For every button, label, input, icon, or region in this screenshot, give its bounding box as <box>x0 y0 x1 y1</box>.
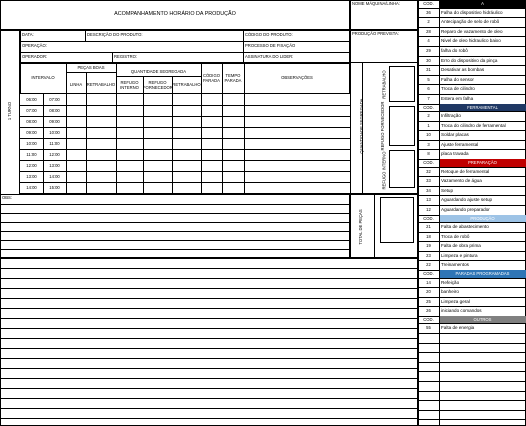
code-description: Erro do dispositivo da pinça <box>441 57 498 63</box>
interval-end: 08:00 <box>49 108 60 113</box>
interval-start: 06:00 <box>26 97 37 102</box>
code-number: 20 <box>426 289 431 295</box>
code-number: 32 <box>426 168 431 174</box>
section-band: PARADAS PROGRAMADAS <box>439 270 526 278</box>
cod-label: COD. <box>423 316 434 322</box>
code-number: 14 <box>426 279 431 285</box>
interval-end: 11:00 <box>49 141 60 146</box>
observations-header: OBSERVAÇÕES <box>281 75 313 80</box>
internal-scrap-box[interactable] <box>389 150 415 188</box>
line-header: LINHA <box>69 82 83 87</box>
code-description: Troca do cilindro de ferramental <box>441 122 506 128</box>
product-code-field[interactable]: CÓDIGO DO PRODUTO: <box>245 32 293 37</box>
code-description: Falta de obra prima <box>441 243 481 249</box>
total-parts-box[interactable] <box>380 197 414 243</box>
page-title: ACOMPANHAMENTO HORÁRIO DA PRODUÇÃO <box>114 11 236 17</box>
code-number: 22 <box>426 262 431 268</box>
code-number: 12 <box>426 206 431 212</box>
cod-label: COD. <box>423 104 434 110</box>
code-description: Antecipação de selo de robô <box>441 19 500 25</box>
code-number: 1 <box>427 122 430 128</box>
code-description: Treinamentos <box>441 262 469 268</box>
code-number: 28 <box>426 28 431 34</box>
registration-field[interactable]: REGISTRO: <box>114 54 138 59</box>
code-description: Desativar as bombas <box>441 67 485 73</box>
code-description: Troca de robô <box>441 233 470 239</box>
stop-time-header: TEMPO PARADA <box>224 73 242 84</box>
segregated-qty-header: QUANTIDADE SEGREGADA <box>130 69 187 74</box>
machine-label: NOME MÁQUINA/LINHA: <box>352 1 400 6</box>
code-number: 36 <box>426 9 431 15</box>
code-description: Aguardando ajuste setup <box>441 197 493 203</box>
cod-label: COD. <box>423 271 434 276</box>
code-number: 31 <box>426 67 431 73</box>
code-description: placa travada <box>441 151 469 157</box>
rework-header: RETRABALHO <box>86 82 116 87</box>
rework-box[interactable] <box>389 66 415 102</box>
code-number: 2 <box>427 113 430 118</box>
total-parts-label: TOTAL DE PEÇAS <box>358 209 363 245</box>
interval-end: 09:00 <box>49 119 60 124</box>
interval-end: 15:00 <box>49 185 60 190</box>
code-description: banheiro <box>441 289 459 295</box>
code-description: Limpeza e pintura <box>441 252 478 258</box>
code-description: Falta de energia <box>441 325 475 331</box>
code-description: Falta de abastecimento <box>441 224 489 229</box>
code-description: Vazamento de água <box>441 178 482 184</box>
code-number: 29 <box>426 47 431 53</box>
code-description: Aguardando preparador <box>441 206 490 212</box>
cod-label: COD. <box>423 1 434 6</box>
interval-start: 09:00 <box>26 130 37 135</box>
interval-start: 11:00 <box>26 152 37 157</box>
code-number: 10 <box>426 132 431 138</box>
interval-start: 14:00 <box>26 185 37 190</box>
code-number: 7 <box>427 95 430 101</box>
internal-scrap-label: REFUGO INTERNO <box>381 151 387 190</box>
operator-field[interactable]: OPERADOR: <box>22 54 48 59</box>
bottom-area <box>0 258 418 426</box>
code-number: 5 <box>427 76 430 82</box>
code-number: 3 <box>427 141 430 147</box>
rework2-header: RETRABALHO <box>172 82 201 87</box>
section-band: PREPARAÇÃO <box>439 159 526 167</box>
interval-end: 14:00 <box>49 174 60 179</box>
code-description: Limpeza geral <box>441 298 470 304</box>
interval-start: 10:00 <box>26 141 37 146</box>
shift-label: 1 TURNO <box>7 101 12 121</box>
leader-signature-field[interactable]: ASSINATURA DO LIDER: <box>245 54 294 59</box>
stop-code-header: CÓDIGO PARADA <box>203 73 220 84</box>
code-number: 34 <box>426 187 431 193</box>
fixing-process-field[interactable]: PROCESSO DE FIXAÇÃO <box>245 43 296 48</box>
code-description: Nivel de oleo hidraulico baixo <box>441 38 501 44</box>
date-field[interactable]: DATA: <box>22 32 34 37</box>
code-number: 6 <box>427 86 430 92</box>
code-description: Reparo de vazamento de oleo <box>441 28 503 34</box>
code-description: iniciando comandos <box>441 308 482 314</box>
interval-start: 08:00 <box>26 119 37 124</box>
code-number: 4 <box>427 38 430 44</box>
code-number: 33 <box>426 178 431 184</box>
good-parts-header: PEÇAS BOAS <box>77 65 105 70</box>
interval-end: 13:00 <box>49 163 60 168</box>
supplier-scrap-header: REFUGO FORNECEDOR <box>143 80 173 91</box>
code-number: 26 <box>426 308 431 314</box>
cod-label: COD. <box>423 160 434 165</box>
section-band: PRODUÇÃO <box>439 215 526 223</box>
section-band: OUTROS <box>439 316 526 324</box>
code-number: 2 <box>427 19 430 25</box>
code-description: Troca de cilindro <box>441 86 475 92</box>
code-number: 13 <box>426 197 431 203</box>
cod-label: COD. <box>423 215 434 221</box>
section-band: A <box>439 0 526 8</box>
interval-end: 07:00 <box>49 97 60 102</box>
supplier-scrap-label: REFUGO FORNECEDOR <box>380 101 385 151</box>
operation-field[interactable]: OPERAÇÃO: <box>22 43 47 48</box>
forecast-label: PRODUÇÃO PREVISTA: <box>352 31 399 36</box>
code-description: Falha do dispositivo hidráulico <box>441 9 503 15</box>
code-description: Infiltração <box>441 113 461 118</box>
code-description: Estera em falha <box>441 95 474 101</box>
product-description-field[interactable]: DESCRIÇÃO DO PRODUTO: <box>87 32 143 37</box>
segregated-qty-label: QUANTIDADE SEGREGADA <box>359 98 364 154</box>
code-number: 18 <box>426 233 431 239</box>
interval-start: 07:00 <box>26 108 37 113</box>
obs-label: OBS: <box>2 195 13 200</box>
code-description: Soldar placas <box>441 132 469 138</box>
code-number: 21 <box>426 224 431 229</box>
section-band: FERRAMENTAL <box>439 104 526 112</box>
code-number: 25 <box>426 298 431 304</box>
code-description: Falha do sensor <box>441 76 474 82</box>
supplier-scrap-box[interactable] <box>389 106 415 146</box>
interval-end: 12:00 <box>49 152 60 157</box>
code-description: Retoque de ferramental <box>441 168 490 174</box>
code-number: 55 <box>426 325 431 331</box>
info-box <box>20 30 350 63</box>
code-description: Ajuste ferramental <box>441 141 479 147</box>
internal-scrap-header: REFUGO INTERNO <box>120 80 139 91</box>
code-number: 30 <box>426 57 431 63</box>
interval-start: 13:00 <box>26 174 37 179</box>
interval-start: 12:00 <box>26 163 37 168</box>
interval-header: INTERVALO <box>31 75 55 80</box>
code-number: 8 <box>427 151 430 157</box>
rework-label: RETRABALHO <box>381 70 387 99</box>
code-number: 23 <box>426 252 431 258</box>
code-description: falha do robô <box>441 47 468 53</box>
interval-end: 10:00 <box>49 130 60 135</box>
code-number: 19 <box>426 243 431 249</box>
code-description: Setup <box>441 187 454 193</box>
code-description: Refeição <box>441 279 460 285</box>
